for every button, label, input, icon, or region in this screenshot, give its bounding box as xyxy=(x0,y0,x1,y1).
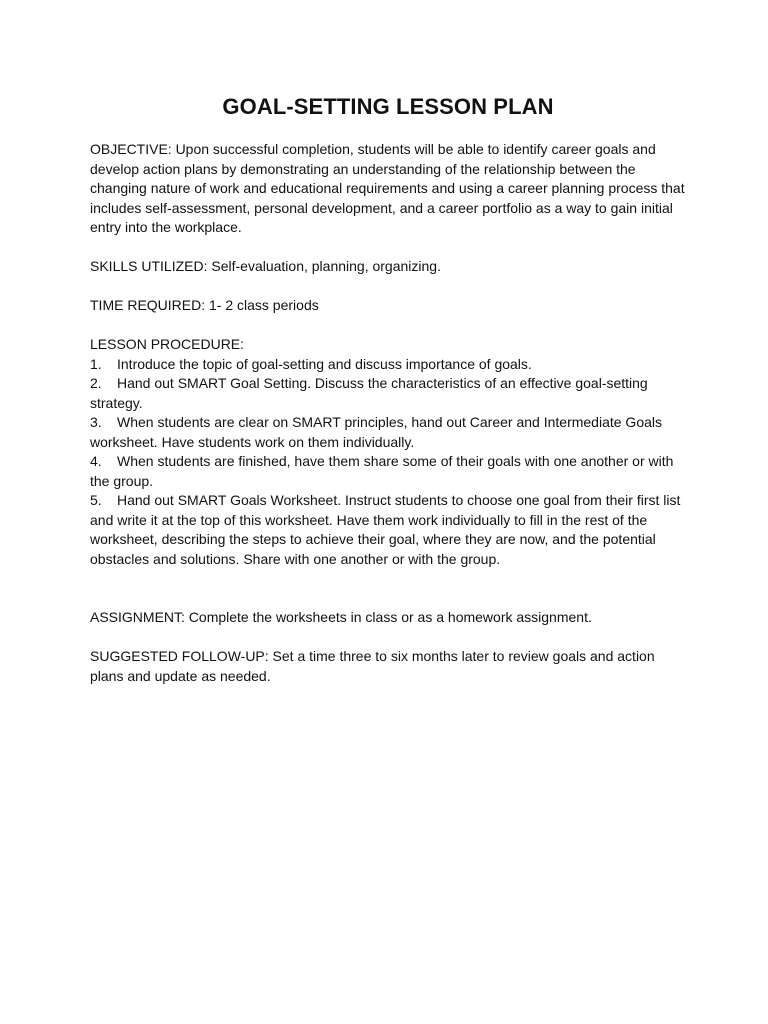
procedure-step-2 xyxy=(90,374,690,413)
time-required-paragraph: TIME REQUIRED: 1- 2 class periods xyxy=(90,297,319,313)
step-number: 3. xyxy=(90,414,102,430)
step-text: When students are clear on SMART principles, hand out Career and Intermediate Goals worksheet. Have students work on them individually. xyxy=(90,414,662,450)
step-text: Hand out SMART Goals Worksheet. Instruct students to choose one goal from their first list and write it at the top of this worksheet. Have them work individually to fill in the rest of the worksheet, describing the steps to achieve their goal, where they are now, and the potential obstacles and solutions. Share with one another or with the group. xyxy=(90,492,681,567)
procedure-steps-list xyxy=(90,355,690,570)
document-page xyxy=(90,0,690,686)
procedure-step-3 xyxy=(90,413,690,452)
document-title: GOAL-SETTING LESSON PLAN xyxy=(222,94,554,119)
step-number: 2. xyxy=(90,375,102,391)
procedure-step-4 xyxy=(90,452,690,491)
objective-paragraph: OBJECTIVE: Upon successful completion, students will be able to identify career goals and develop action plans by demonstrating an understanding of the relationship between the changing nature of work and educational requirements and using a career planning process that includes self-assessment, personal development, and a career portfolio as a way to gain initial entry into the workplace. xyxy=(90,141,685,235)
procedure-step-1 xyxy=(90,355,690,375)
assignment-paragraph: ASSIGNMENT: Complete the worksheets in class or as a homework assignment. xyxy=(90,609,592,625)
skills-paragraph: SKILLS UTILIZED: Self-evaluation, planning, organizing. xyxy=(90,258,441,274)
step-number: 1. xyxy=(90,355,102,372)
step-number: 4. xyxy=(90,453,102,469)
step-text: Hand out SMART Goal Setting. Discuss the characteristics of an effective goal-setting strategy. xyxy=(90,375,648,411)
procedure-heading: LESSON PROCEDURE: xyxy=(90,336,245,352)
step-text: When students are finished, have them share some of their goals with one another or with the group. xyxy=(90,453,674,489)
procedure-step-5 xyxy=(90,491,690,569)
followup-paragraph: SUGGESTED FOLLOW-UP: Set a time three to six months later to review goals and action plans and update as needed. xyxy=(90,648,655,684)
step-text: Introduce the topic of goal-setting and discuss importance of goals. xyxy=(117,355,532,372)
step-number: 5. xyxy=(90,492,102,508)
